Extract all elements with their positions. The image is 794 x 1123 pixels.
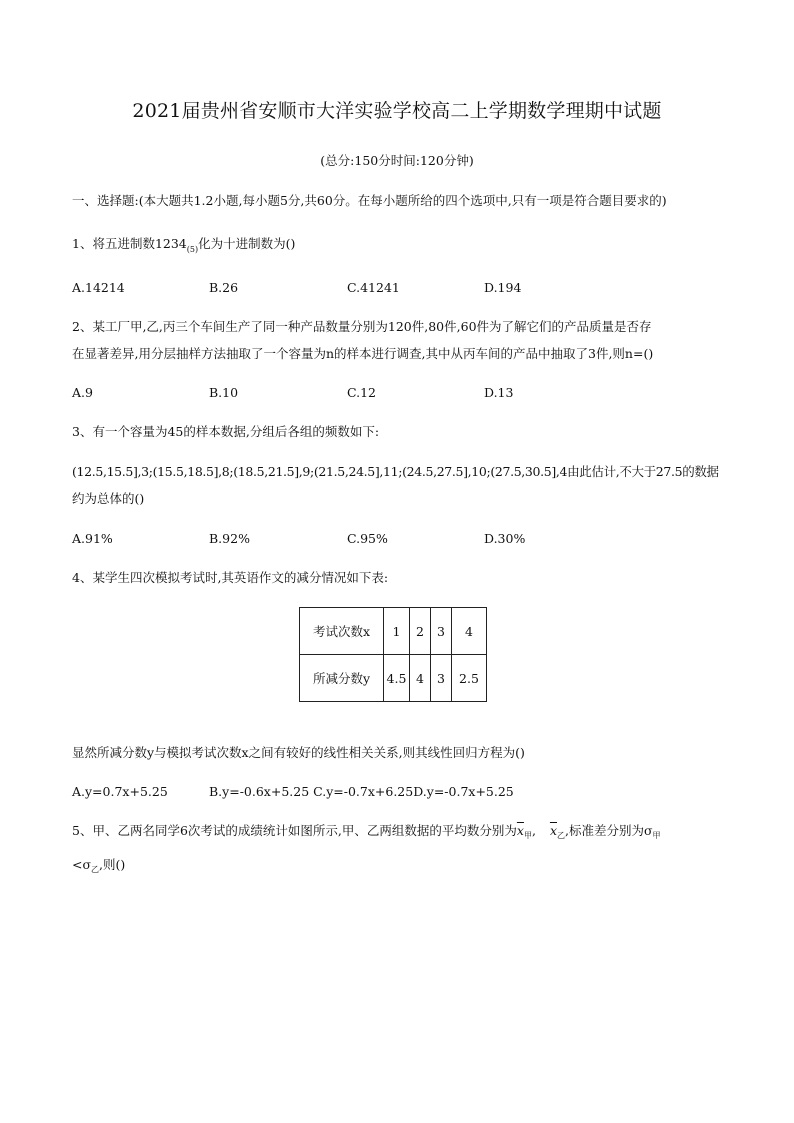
table-row	[300, 608, 487, 655]
table-cell: 1	[384, 608, 410, 655]
page-title: 2021届贵州省安顺市大洋实验学校高二上学期数学理期中试题	[132, 100, 662, 122]
q3-option-a: A.91%	[72, 531, 113, 546]
table-header-cell: 考试次数x	[300, 608, 384, 655]
mean-symbol: $\overline{x}$	[549, 823, 557, 838]
q1-text-end: 化为十进制数为()	[198, 236, 296, 251]
question-2-line-1: 2、某工厂甲,乙,丙三个车间生产了同一种产品数量分别为120件,80件,60件为了解它们的产品质量是否存	[72, 319, 652, 334]
table-cell: 4.5	[384, 655, 410, 702]
table-cell: 3	[431, 655, 452, 702]
q1-option-a: A.14214	[72, 280, 125, 295]
question-4-line-2: 显然所减分数y与模拟考试次数x之间有较好的线性相关关系,则其线性回归方程为()	[72, 745, 525, 760]
q5-text-mid: ,标准差分别为σ	[565, 823, 653, 838]
table-cell: 2	[410, 608, 431, 655]
q5-separator: ,	[531, 823, 536, 838]
mean-symbol: $\overline{x}$	[516, 823, 524, 838]
q1-base-subscript: (5)	[186, 245, 199, 254]
question-3-line-3: 约为总体的()	[72, 491, 145, 506]
question-5-line-1	[72, 822, 732, 845]
q3-option-d: D.30%	[484, 531, 526, 546]
q5-text: 5、甲、乙两名同学6次考试的成绩统计如图所示,甲、乙两组数据的平均数分别为	[72, 823, 517, 838]
q1-option-c: C.41241	[347, 280, 400, 295]
question-3-line-2: (12.5,15.5],3;(15.5,18.5],8;(18.5,21.5],9;(21.5,24.5],11;(24.5,27.5],10;(27.5,30.5],4由此估计,不大于27.5的数据	[72, 464, 719, 479]
mean-subscript: 乙	[557, 831, 565, 840]
table-cell: 3	[431, 608, 452, 655]
q1-option-b: B.26	[209, 280, 239, 295]
q2-option-b: B.10	[209, 385, 239, 400]
q3-option-c: C.95%	[347, 531, 388, 546]
q4-option-bcd: B.y=-0.6x+5.25 C.y=-0.7x+6.25D.y=-0.7x+5.25	[209, 784, 514, 799]
q1-text: 1、将五进制数1234	[72, 236, 187, 251]
q3-option-b: B.92%	[209, 531, 250, 546]
table-cell: 4	[452, 608, 487, 655]
q4-option-a: A.y=0.7x+5.25	[72, 784, 168, 799]
table-cell: 4	[410, 655, 431, 702]
score-table	[299, 607, 487, 702]
question-2-line-2: 在显著差异,用分层抽样方法抽取了一个容量为n的样本进行调查,其中从丙车间的产品中抽取了3件,则n=()	[72, 346, 654, 361]
q5-text: <σ	[72, 857, 92, 872]
question-4-line-1: 4、某学生四次模拟考试时,其英语作文的减分情况如下表:	[72, 570, 389, 585]
table-cell: 2.5	[452, 655, 487, 702]
question-5-line-2	[72, 856, 732, 879]
exam-info: (总分:150分时间:120分钟)	[320, 153, 474, 168]
q5-text-end: ,则()	[99, 857, 126, 872]
section-heading: 一、选择题:(本大题共1.2小题,每小题5分,共60分。在每小题所给的四个选项中,只有一项是符合题目要求的)	[72, 193, 667, 208]
question-1-stem	[72, 235, 732, 259]
mean-subscript: 甲	[523, 831, 532, 840]
table-row	[300, 655, 487, 702]
table-header-cell: 所减分数y	[300, 655, 384, 702]
question-3-line-1: 3、有一个容量为45的样本数据,分组后各组的频数如下:	[72, 424, 380, 439]
sigma-subscript: 乙	[91, 865, 100, 874]
q2-option-a: A.9	[72, 385, 93, 400]
sigma-subscript: 甲	[652, 831, 661, 840]
q2-option-c: C.12	[347, 385, 376, 400]
q2-option-d: D.13	[484, 385, 514, 400]
q1-option-d: D.194	[484, 280, 522, 295]
